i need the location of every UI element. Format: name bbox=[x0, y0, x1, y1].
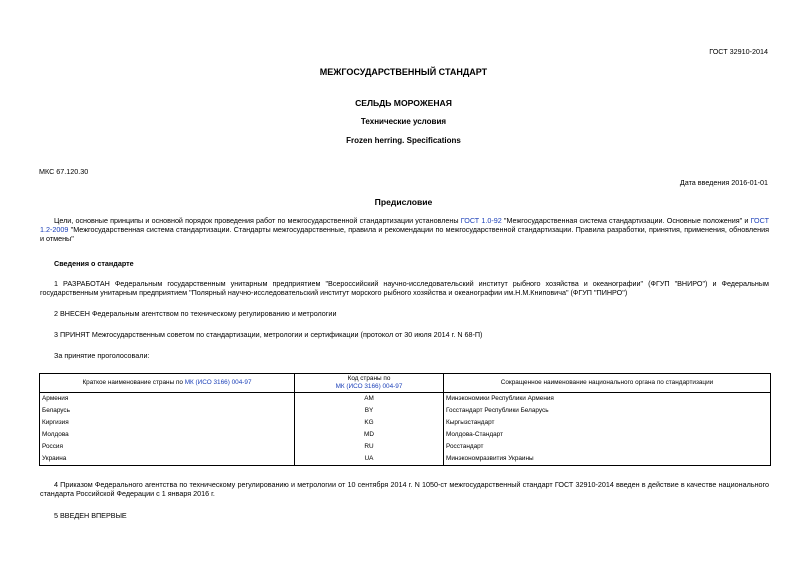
body-cell: Росстандарт bbox=[444, 441, 771, 453]
table-row bbox=[40, 393, 771, 406]
body-cell: Кыргызстандарт bbox=[444, 417, 771, 429]
body-cell: Молдова-Стандарт bbox=[444, 429, 771, 441]
code-cell: RU bbox=[295, 441, 444, 453]
intro-date: Дата введения 2016-01-01 bbox=[679, 178, 768, 187]
preface-text-b: "Межгосударственная система стандартизации. Основные положения" и bbox=[501, 216, 751, 225]
preface-text-a: Цели, основные принципы и основной порядок проведения работ по межгосударственной стандартизации установлены bbox=[54, 216, 461, 225]
col-code-header: Код страны по МК (ИСО 3166) 004-97 bbox=[295, 374, 444, 393]
info-item-5: 5 ВВЕДЕН ВПЕРВЫЕ bbox=[54, 511, 127, 520]
info-item-4: 4 Приказом Федерального агентства по техническому регулированию и метрологии от 10 сентября 2014 г. N 1050-ст межгосударственный стандарт ГОСТ 32910-2014 введен в действие в качестве национального стандарта Российской Федерации с 1 января 2016 г. bbox=[40, 480, 769, 498]
standard-subject: СЕЛЬДЬ МОРОЖЕНАЯ bbox=[355, 98, 452, 108]
body-cell: Минэкономики Республики Армения bbox=[444, 393, 771, 406]
mk-iso-link-2[interactable]: МК (ИСО 3166) 004-97 bbox=[335, 383, 403, 390]
country-cell: Беларусь bbox=[40, 405, 295, 417]
country-cell: Киргизия bbox=[40, 417, 295, 429]
table-row bbox=[40, 429, 771, 441]
standard-subtitle: Технические условия bbox=[360, 117, 447, 126]
code-cell: MD bbox=[295, 429, 444, 441]
code-cell: UA bbox=[295, 453, 444, 466]
preface-heading: Предисловие bbox=[374, 197, 433, 207]
country-cell: Украина bbox=[40, 453, 295, 466]
table-row bbox=[40, 417, 771, 429]
info-item-2: 2 ВНЕСЕН Федеральным агентством по техническому регулированию и метрологии bbox=[54, 309, 337, 318]
voted-label: За принятие проголосовали: bbox=[54, 351, 150, 360]
country-cell: Россия bbox=[40, 441, 295, 453]
english-title: Frozen herring. Specifications bbox=[346, 136, 461, 145]
gost-1-0-link[interactable]: ГОСТ 1.0-92 bbox=[460, 216, 502, 225]
standard-type-title: МЕЖГОСУДАРСТВЕННЫЙ СТАНДАРТ bbox=[319, 67, 488, 77]
info-item-3: 3 ПРИНЯТ Межгосударственным советом по стандартизации, метрологии и сертификации (протокол от 30 июля 2014 г. N 68-П) bbox=[54, 330, 483, 339]
col-country-header: Краткое наименование страны по МК (ИСО 3166) 004-97 bbox=[40, 374, 295, 393]
body-cell: Госстандарт Республики Беларусь bbox=[444, 405, 771, 417]
voting-countries-table bbox=[39, 373, 771, 466]
info-heading: Сведения о стандарте bbox=[54, 259, 134, 268]
body-cell: Минэкономразвития Украины bbox=[444, 453, 771, 466]
preface-text-c: "Межгосударственная система стандартизации. Стандарты межгосударственные, правила и рекомендации по межгосударственной стандартизации. Правила разработки, принятия, применения, обновления и отмены" bbox=[40, 225, 769, 243]
table-row bbox=[40, 405, 771, 417]
code-cell: AM bbox=[295, 393, 444, 406]
table-header-row bbox=[40, 374, 771, 393]
gost-1-2-link[interactable]: ГОСТ 1.2-2009 bbox=[40, 216, 769, 234]
mk-iso-link-1[interactable]: МК (ИСО 3166) 004-97 bbox=[184, 379, 252, 386]
country-cell: Армения bbox=[40, 393, 295, 406]
mks-code: МКС 67.120.30 bbox=[39, 167, 89, 176]
col-body-header: Сокращенное наименование национального органа по стандартизации bbox=[444, 374, 771, 393]
document-code: ГОСТ 32910-2014 bbox=[709, 47, 768, 56]
country-cell: Молдова bbox=[40, 429, 295, 441]
code-cell: KG bbox=[295, 417, 444, 429]
table-row bbox=[40, 441, 771, 453]
preface-paragraph bbox=[40, 216, 769, 243]
info-item-1: 1 РАЗРАБОТАН Федеральным государственным унитарным предприятием "Всероссийский научно-исследовательский институт рыбного хозяйства и океанографии" (ФГУП "ВНИРО") и Федеральным государственным унитарным предприятием "Полярный научно-исследовательский институт морского рыбного хозяйства и океанографии им.Н.М.Книповича" (ФГУП "ПИНРО") bbox=[40, 279, 769, 297]
code-cell: BY bbox=[295, 405, 444, 417]
table-row bbox=[40, 453, 771, 466]
